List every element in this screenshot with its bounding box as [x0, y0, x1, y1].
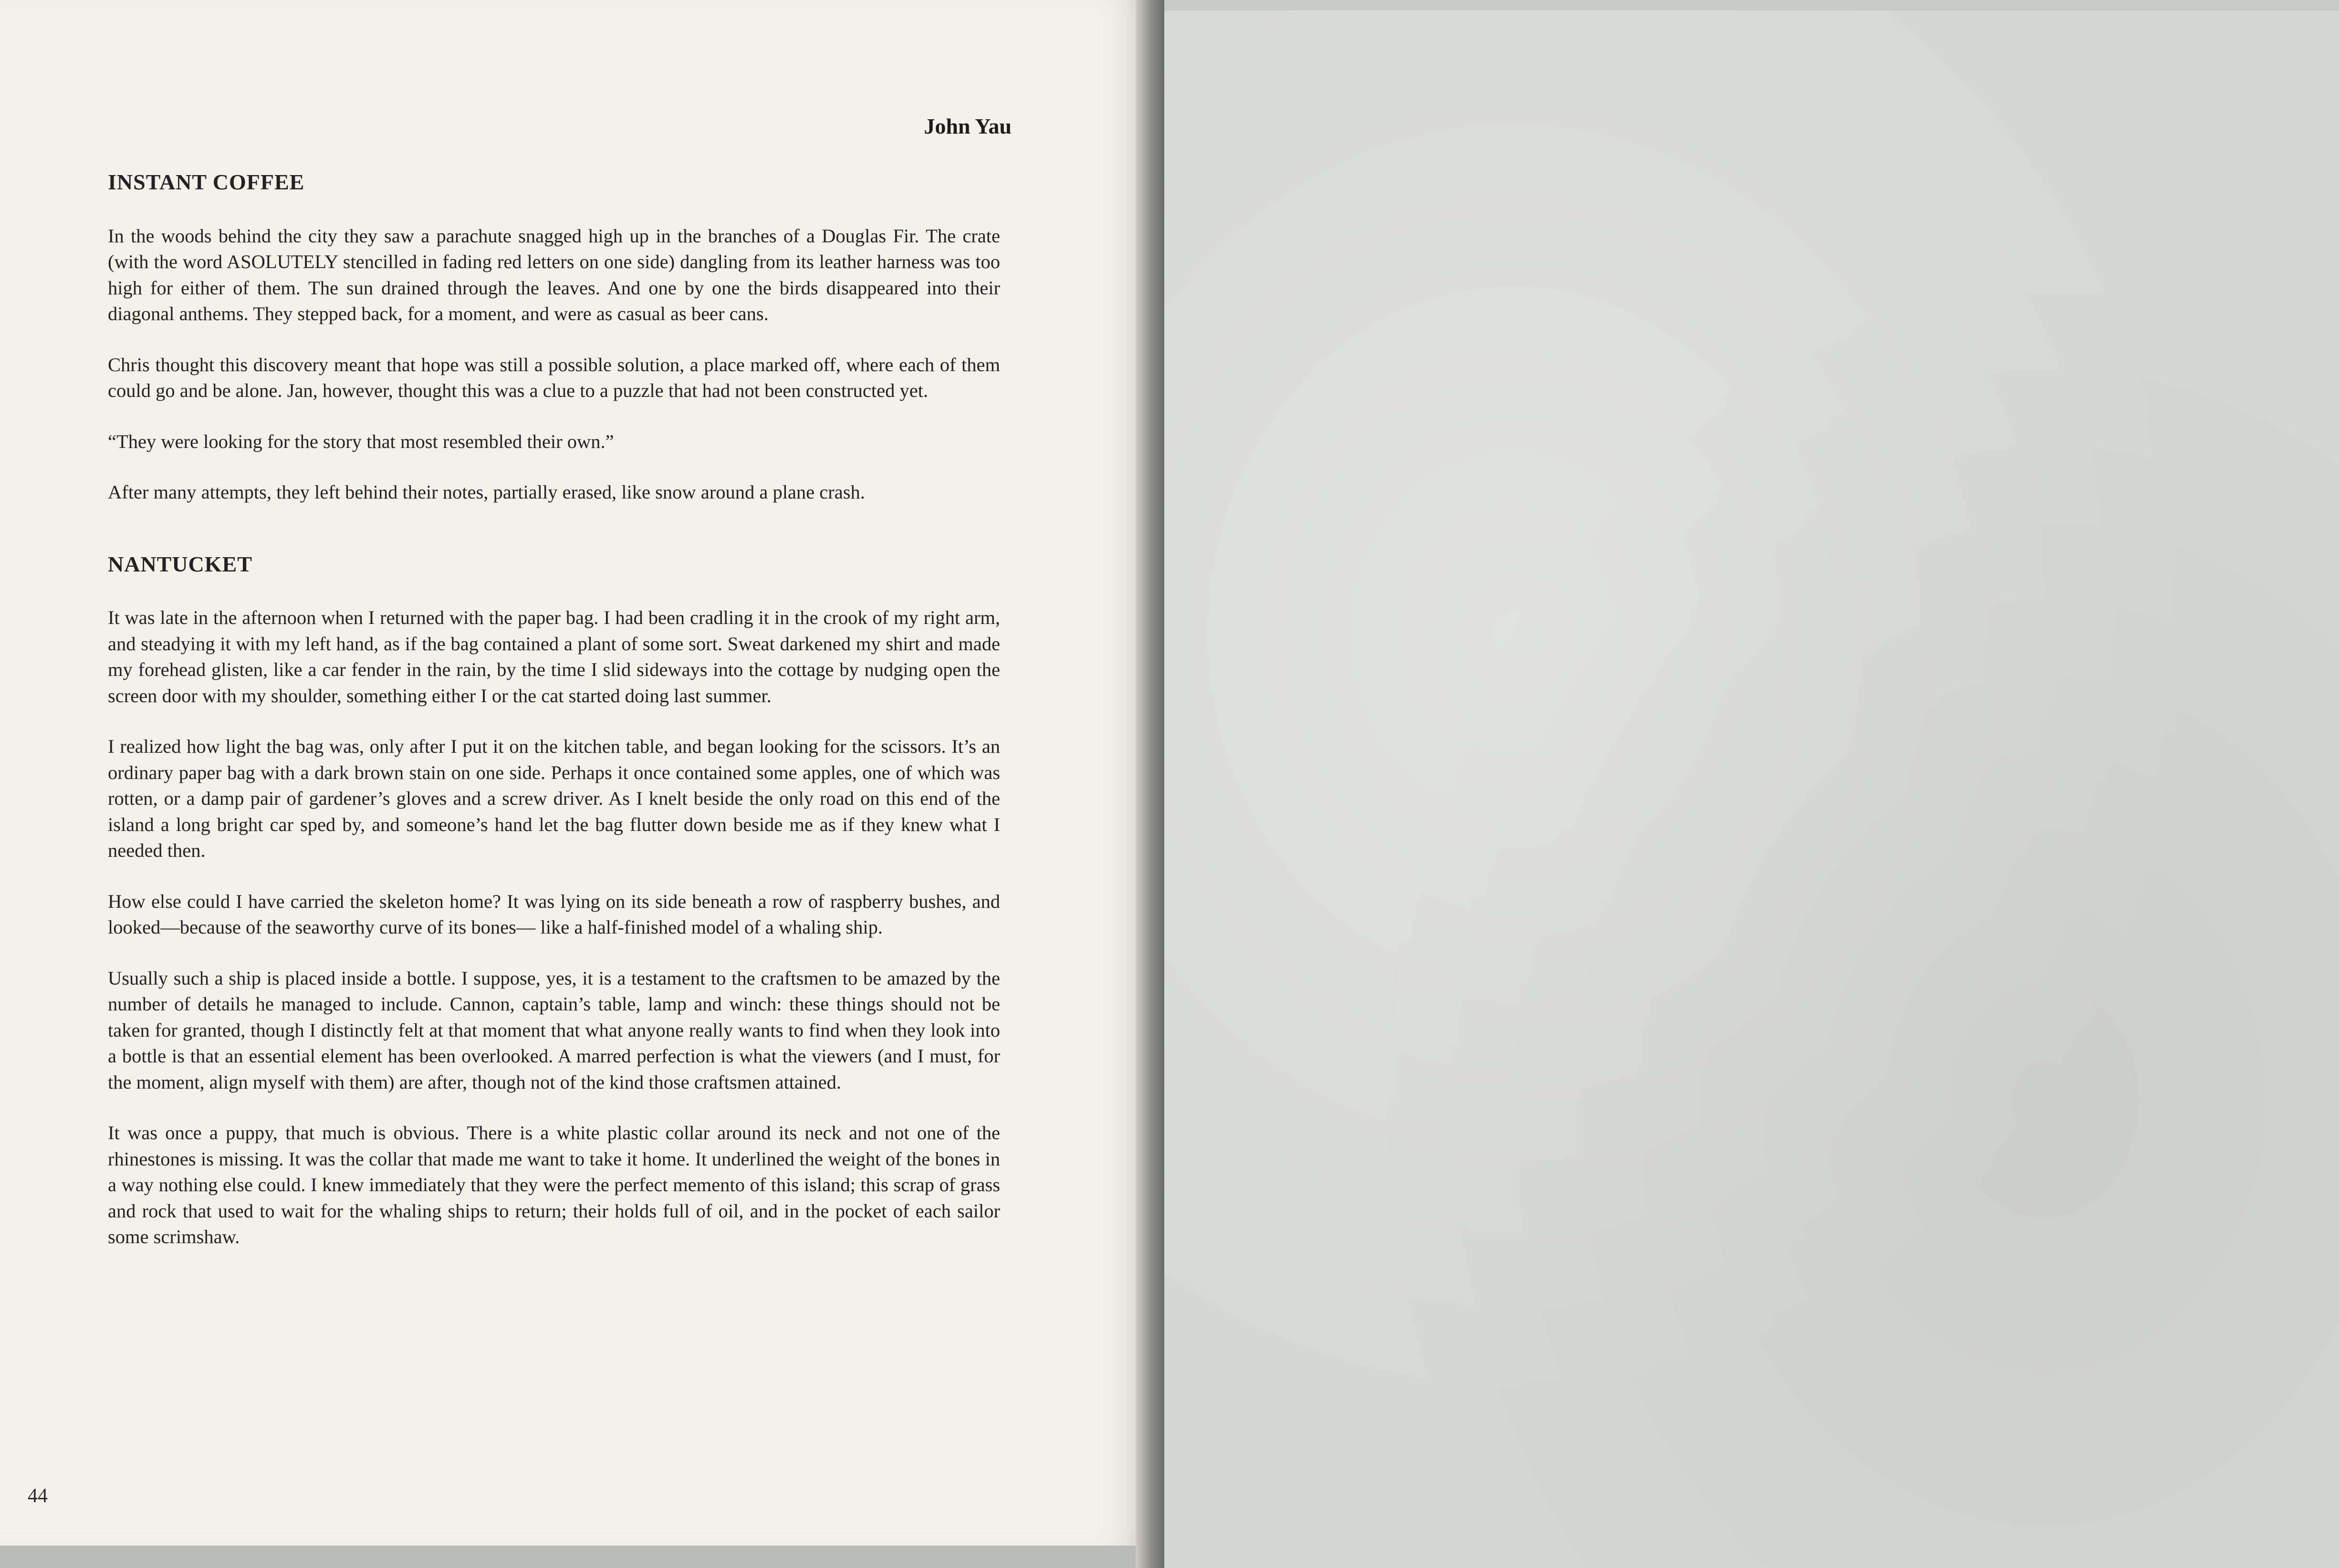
author-header: John Yau — [924, 114, 1012, 138]
paragraph: Usually such a ship is placed inside a bottle. I suppose, yes, it is a testament to the craftsmen to be amazed by the number of details he managed to include. Cannon, captain’s table, lamp and winch: these things should not be taken for granted, though I distinctly felt at that moment that what anyone really wants to find when they look into a bottle is that an essential element has been overlooked. A marred perfection is what the viewers (and I must, for the moment, align myself with them) are after, though not of the kind those craftsmen attained. — [108, 967, 1000, 1093]
paragraph: It was once a puppy, that much is obvious. There is a white plastic collar around its neck and not one of the rhinestones is missing. It was the collar that made me want to take it home. It underlined the weight of the bones in a way nothing else could. I knew immediately that they were the perfect memento of this island; this scrap of grass and rock that used to wait for the whaling ships to return; their holds full of oil, and in the pocket of each sailor some scrimshaw. — [108, 1122, 1000, 1247]
paragraph: I realized how light the bag was, only after I put it on the kitchen table, and began looking for the scissors. It’s an ordinary paper bag with a dark brown stain on one side. Perhaps it once contained some apples, one of which was rotten, or a damp pair of gardener’s gloves and a screw driver. As I knelt beside the only road on this end of the island a long bright car sped by, and someone’s hand let the bag flutter down beside me as if they knew what I needed then. — [108, 736, 1000, 861]
page-number: 44 — [28, 1485, 48, 1507]
page-edge — [0, 1546, 1159, 1568]
paragraph: After many attempts, they left behind their notes, partially erased, like snow around a plane crash. — [108, 481, 865, 503]
book-gutter — [1136, 0, 1164, 1568]
paragraph: It was late in the afternoon when I returned with the paper bag. I had been cradling it in the crook of my right arm, and steadying it with my left hand, as if the bag contained a plant of some sort. Sweat darkened my shirt and made my forehead glisten, like a car fender in the rain, by the time I slid sideways into the cottage by nudging open the screen door with my shoulder, something either I or the cat started doing last summer. — [108, 607, 1000, 706]
paragraph: How else could I have carried the skeleton home? It was lying on its side beneath a row of raspberry bushes, and looked—because of the seaworthy curve of its bones— like a half-finished model of a whaling ship. — [108, 890, 1000, 938]
section-title-nantucket: NANTUCKET — [108, 551, 252, 576]
right-page-blank — [1159, 10, 2339, 1568]
left-page — [0, 0, 1155, 1546]
page-text — [108, 169, 1000, 1275]
paragraph: “They were looking for the story that most resembled their own.” — [108, 430, 614, 452]
paragraph: Chris thought this discovery meant that hope was still a possible solution, a place marked off, where each of them could go and be alone. Jan, however, thought this was a clue to a puzzle that had not been constructed yet. — [108, 353, 1000, 401]
paragraph: In the woods behind the city they saw a parachute snagged high up in the branches of a Douglas Fir. The crate (with the word ASOLUTELY stencilled in fading red letters on one side) dangling from its leather harness was too high for either of them. The sun drained through the leaves. And one by one the birds disappeared into their diagonal anthems. They stepped back, for a moment, and were as casual as beer cans. — [108, 225, 1000, 324]
section-title-instant-coffee: INSTANT COFFEE — [108, 170, 305, 194]
